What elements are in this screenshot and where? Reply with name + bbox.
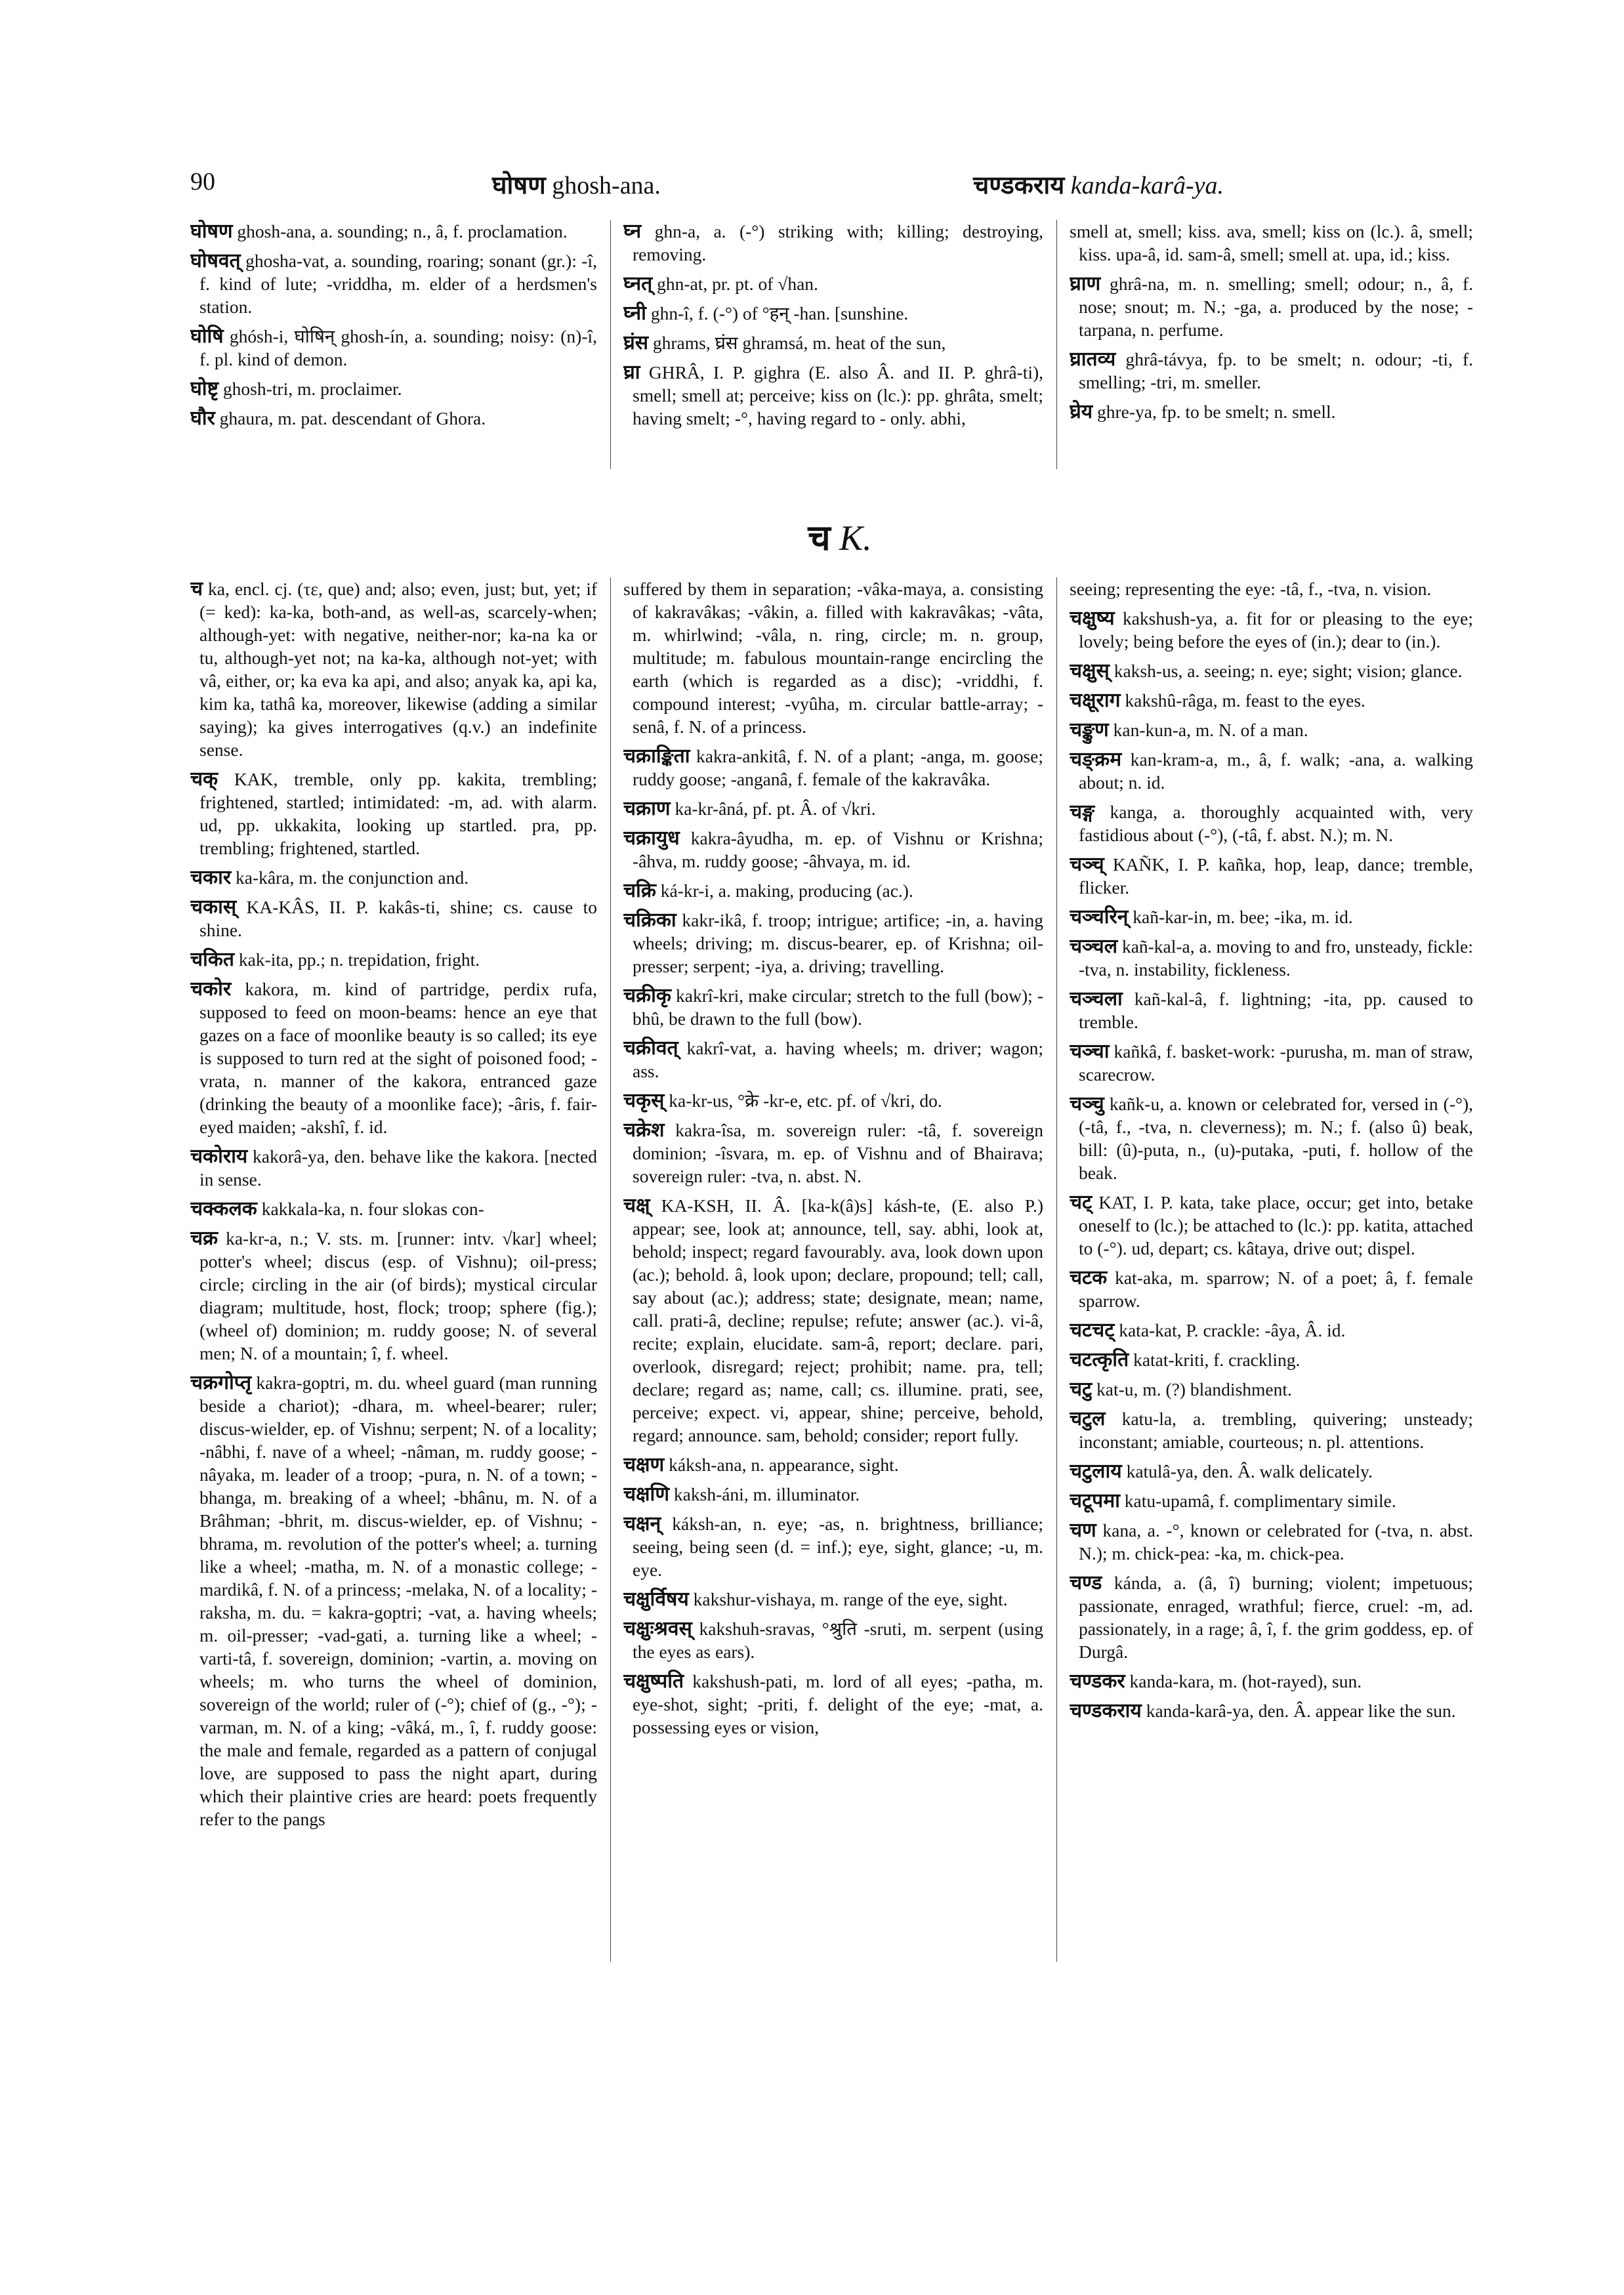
left-running-headword	[492, 167, 661, 201]
entry-headword-devanagari: घोषि	[190, 325, 224, 348]
entry-definition: kata-kat, P. crackle: -âya, Â. id.	[1119, 1320, 1346, 1340]
entry-headword-devanagari: चण्डकर	[1070, 1670, 1125, 1693]
entry-definition: katu-upamâ, f. complimentary simile.	[1124, 1491, 1396, 1511]
entry-definition: kakra-ankitâ, f. N. of a plant; -anga, m. goose; ruddy goose; -anganâ, f. female of the kakravâka.	[633, 746, 1043, 789]
entry-definition: kakr-ikâ, f. troop; intrigue; artifice; -in, a. having wheels; driving; m. discus-bearer, ep. of Krishna; oil-presser; serpent; -iya, a. driving; travelling.	[633, 910, 1043, 976]
dictionary-entry	[623, 1483, 1043, 1506]
entry-headword-devanagari: चकार	[190, 866, 232, 889]
dictionary-entry	[1070, 905, 1473, 928]
dictionary-entry	[1070, 220, 1473, 266]
entry-headword-devanagari: चक्रि	[623, 879, 656, 902]
entry-headword-devanagari: चटु	[1070, 1378, 1093, 1401]
dictionary-entry	[623, 1453, 1043, 1476]
entry-headword-devanagari: चक्रीवत्	[623, 1037, 678, 1060]
entry-definition: kanda-kara, m. (hot-rayed), sun.	[1129, 1671, 1362, 1691]
dictionary-entry	[1070, 853, 1473, 899]
dictionary-entry	[623, 1089, 1043, 1112]
entry-headword-devanagari: चक्षुष्य	[1070, 607, 1115, 630]
entry-headword-devanagari: घ्रेय	[1070, 400, 1093, 423]
entry-headword-devanagari: चक्	[190, 768, 219, 791]
dictionary-entry	[623, 1617, 1043, 1663]
main-column-1	[190, 577, 597, 1962]
dictionary-entry	[1070, 1519, 1473, 1565]
entry-definition: káksh-an, n. eye; -as, n. brightness, brilliance; seeing, being seen (d. = inf.); eye, sight, glance; -u, m. eye.	[633, 1514, 1043, 1580]
entry-definition: kakra-goptri, m. du. wheel guard (man running beside a chariot); -dhara, m. wheel-bearer; ruler; discus-wielder, ep. of Vishnu; serpent; N. of a locality; -nâbhi, f. nave of a wheel; -nâman, m. ruddy goose; -nâyaka, m. leader of a troop; -pura, n. N. of a town; -bhanga, m. breaking of a wheel; -bhânu, m. N. of a Brâhman; -bhrit, m. discus-wielder, ep. of Vishnu; -bhrama, m. revolution of the potter's wheel; a. turning like a wheel; -matha, m. N. of a monastic college; -mardikâ, f. N. of a princess; -melaka, N. of a locality; -raksha, m. du. = kakra-goptri; -vat, a. having wheels; m. oil-presser; -vad-gati, a. turning like a wheel; -varti-tâ, f. sovereign, dominion; -vartin, a. moving on wheels; m. who turns the wheel of dominion, sovereign of the world; ruler of (-°); chief of (g., -°); -varman, m. N. of a king; -vâká, m., î, f. ruddy goose: the male and female, regarded as a pattern of conjugal love, are supposed to pass the night apart, during which their plaintive cries are heard: poets frequently refer to the pangs	[199, 1373, 597, 1829]
entry-headword-devanagari: घ्राण	[1070, 272, 1101, 295]
entry-definition: ghre-ya, fp. to be smelt; n. smell.	[1097, 402, 1336, 422]
entry-definition: ka-kâra, m. the conjunction and.	[236, 867, 469, 888]
entry-headword-devanagari: च	[190, 577, 203, 600]
entry-headword-devanagari: चटूपमा	[1070, 1489, 1120, 1512]
dictionary-entry	[1070, 800, 1473, 846]
entry-headword-devanagari: चक्कलक	[190, 1197, 257, 1220]
entry-headword-devanagari: चक्रगोप्तृ	[190, 1371, 252, 1394]
entry-definition: KAK, tremble, only pp. kakita, trembling; frightened, startled; intimidated: -m, ad. with alarm. ud, pp. ukkakita, looking up startled. pra, pp. trembling; frightened, startled.	[199, 769, 597, 858]
entry-definition: kánda, a. (â, î) burning; violent; impetuous; passionate, enraged, wrathful; fierce, cruel: -m, ad. passionately, in a rage; â, î, f. the grim goddess, ep. of Durgâ.	[1079, 1573, 1473, 1662]
dictionary-entry	[190, 407, 597, 430]
dictionary-entry	[1070, 348, 1473, 394]
entry-definition: kakshush-ya, a. fit for or pleasing to the eye; lovely; being before the eyes of (in.); dear to (in.).	[1079, 608, 1473, 651]
entry-definition: kakrî-kri, make circular; stretch to the full (bow); -bhû, be drawn to the full (bow).	[633, 985, 1043, 1029]
dictionary-entry	[623, 797, 1043, 820]
dictionary-entry	[623, 1588, 1043, 1611]
dictionary-entry	[1070, 935, 1473, 981]
entry-headword-devanagari: चकास्	[190, 896, 237, 919]
entry-definition: ghósh-i, घोषिन् ghosh-ín, a. sounding; noisy: (n)-î, f. pl. kind of demon.	[199, 326, 597, 369]
dictionary-entry	[1070, 1266, 1473, 1312]
dictionary-entry	[623, 220, 1043, 266]
section-letter-roman: K.	[839, 518, 872, 558]
entry-definition: kak-ita, pp.; n. trepidation, fright.	[238, 949, 480, 970]
dictionary-entry	[623, 361, 1043, 430]
right-headword-devanagari: चण्डकराय	[973, 171, 1065, 199]
entry-headword-devanagari: चञ्चु	[1070, 1092, 1104, 1115]
dictionary-entry	[1070, 1092, 1473, 1184]
entry-headword-devanagari: चञ्चला	[1070, 987, 1123, 1010]
dictionary-entry	[1070, 1670, 1473, 1693]
entry-headword-devanagari: चटुल	[1070, 1407, 1106, 1430]
entry-definition: kañ-kal-â, f. lightning; -ita, pp. caused to tremble.	[1079, 989, 1473, 1032]
dictionary-entry	[1070, 1348, 1473, 1371]
entry-definition: kañ-kar-in, m. bee; -ika, m. id.	[1133, 907, 1353, 927]
dictionary-entry	[1070, 1407, 1473, 1453]
top-divider-1	[610, 220, 611, 469]
dictionary-entry	[623, 577, 1043, 738]
entry-definition: kat-u, m. (?) blandishment.	[1096, 1379, 1292, 1399]
dictionary-entry	[623, 879, 1043, 902]
dictionary-entry	[1070, 718, 1473, 741]
entry-headword-devanagari: चञ्चा	[1070, 1040, 1110, 1063]
entry-definition: kakshush-pati, m. lord of all eyes; -patha, m. eye-shot, sight; -priti, f. delight of the eye; -mat, a. possessing eyes or vision,	[633, 1671, 1043, 1737]
entry-definition: KAÑK, I. P. kañka, hop, leap, dance; tremble, flicker.	[1079, 854, 1473, 898]
dictionary-entry	[190, 1371, 597, 1830]
page-number: 90	[190, 168, 215, 196]
section-letter-heading	[774, 512, 906, 558]
entry-definition: smell at, smell; kiss. ava, smell; kiss on (lc.). â, smell; kiss. upa-â, id. sam-â, smell; smell at. upa, id.; kiss.	[1070, 221, 1473, 264]
entry-headword-devanagari: चक्र	[190, 1227, 219, 1250]
dictionary-entry	[190, 1145, 597, 1191]
dictionary-entry	[623, 827, 1043, 873]
entry-headword-devanagari: घ्रंस	[623, 331, 649, 354]
entry-headword-devanagari: चण्डकराय	[1070, 1699, 1142, 1722]
dictionary-entry	[1070, 607, 1473, 653]
entry-headword-devanagari: चकोर	[190, 978, 232, 1001]
dictionary-entry	[1070, 272, 1473, 341]
entry-definition: kakshur-vishaya, m. range of the eye, sight.	[693, 1589, 1008, 1609]
dictionary-entry	[623, 1670, 1043, 1739]
dictionary-entry	[623, 909, 1043, 978]
entry-headword-devanagari: चञ्चल	[1070, 935, 1118, 958]
entry-definition: seeing; representing the eye: -tâ, f., -tva, n. vision.	[1070, 579, 1432, 599]
entry-headword-devanagari: घ्रा	[623, 361, 640, 384]
main-column-3	[1070, 577, 1473, 1962]
entry-headword-devanagari: चञ्च्	[1070, 853, 1104, 876]
entry-definition: kakorâ-ya, den. behave like the kakora. [nected in sense.	[199, 1146, 597, 1189]
entry-headword-devanagari: चटुलाय	[1070, 1460, 1122, 1483]
dictionary-entry	[623, 745, 1043, 791]
entry-definition: kan-kram-a, m., â, f. walk; -ana, a. walking about; n. id.	[1079, 749, 1473, 793]
entry-definition: ghrams, घ्रंस ghramsá, m. heat of the sun,	[652, 333, 946, 353]
entry-headword-devanagari: घ्न	[623, 220, 642, 243]
entry-headword-devanagari: घोषण	[190, 220, 233, 243]
entry-headword-devanagari: चञ्चरिन्	[1070, 905, 1129, 928]
entry-definition: ghosh-ana, a. sounding; n., â, f. proclamation.	[237, 221, 568, 241]
entry-definition: ghosh-tri, m. proclaimer.	[222, 379, 402, 399]
main-divider-1	[610, 577, 611, 1962]
dictionary-entry	[1070, 1699, 1473, 1722]
entry-headword-devanagari: चकित	[190, 948, 234, 971]
main-divider-2	[1056, 577, 1057, 1962]
entry-headword-devanagari: चक्राण	[623, 797, 671, 820]
entry-headword-devanagari: चकोराय	[190, 1145, 248, 1168]
dictionary-entry	[623, 272, 1043, 295]
dictionary-entry	[190, 325, 597, 371]
entry-definition: kañk-u, a. known or celebrated for, versed in (-°), (-tâ, f., -tva, n. cleverness); m. N.; f. (also û) beak, bill: (û)-puta, n., (u)-putaka, -puti, f. hollow of the beak.	[1079, 1094, 1473, 1183]
dictionary-entry	[190, 978, 597, 1138]
entry-definition: kaksh-us, a. seeing; n. eye; sight; vision; glance.	[1114, 661, 1463, 681]
entry-definition: kanga, a. thoroughly acquainted with, very fastidious about (-°), (-tâ, f. abst. N.); m. N.	[1079, 802, 1473, 845]
entry-headword-devanagari: चक्षुष्पति	[623, 1670, 684, 1693]
entry-definition: ká-kr-i, a. making, producing (ac.).	[660, 880, 913, 901]
entry-headword-devanagari: चङ्ग	[1070, 800, 1095, 823]
entry-headword-devanagari: चङ्कुण	[1070, 718, 1109, 741]
entry-definition: kañkâ, f. basket-work: -purusha, m. man of straw, scarecrow.	[1079, 1041, 1473, 1085]
top-column-2	[623, 220, 1043, 472]
dictionary-entry	[190, 768, 597, 859]
entry-headword-devanagari: चक्ष्	[623, 1194, 650, 1217]
entry-headword-devanagari: चक्षुःश्रवस्	[623, 1617, 692, 1640]
dictionary-entry	[623, 1512, 1043, 1581]
entry-headword-devanagari: चक्षण	[623, 1453, 665, 1476]
dictionary-entry	[1070, 689, 1473, 712]
dictionary-entry	[190, 866, 597, 889]
dictionary-entry	[1070, 1319, 1473, 1342]
entry-definition: ghn-î, f. (-°) of °हन् -han. [sunshine.	[650, 303, 909, 323]
dictionary-entry	[190, 896, 597, 941]
entry-headword-devanagari: चक्राङ्किता	[623, 745, 690, 768]
entry-definition: kat-aka, m. sparrow; N. of a poet; â, f. female sparrow.	[1079, 1268, 1473, 1311]
entry-headword-devanagari: चक्षन्	[623, 1512, 661, 1535]
entry-headword-devanagari: घोषवत्	[190, 249, 241, 272]
right-headword-roman: kanda-karâ-ya.	[1070, 172, 1224, 199]
entry-definition: kakshû-râga, m. feast to the eyes.	[1125, 690, 1365, 711]
dictionary-entry	[190, 577, 597, 761]
entry-definition: kakshuh-sravas, °श्रुति -sruti, m. serpent (using the eyes as ears).	[633, 1619, 1043, 1662]
entry-definition: suffered by them in separation; -vâka-maya, a. consisting of kakravâkas; -vâkin, a. filled with kakravâkas; -vâta, m. whirlwind; -vâla, n. ring, circle; m. n. group, multitude; m. fabulous mountain-range encircling the earth (which is regarded as a disc); -vriddhi, f. compound interest; -vyûha, m. circular battle-array; -senâ, f. N. of a princess.	[623, 579, 1043, 737]
entry-definition: katulâ-ya, den. Â. walk delicately.	[1126, 1461, 1373, 1481]
entry-definition: katat-kriti, f. crackling.	[1133, 1350, 1301, 1370]
dictionary-entry	[623, 1119, 1043, 1188]
dictionary-entry	[1070, 1040, 1473, 1086]
entry-definition: GHRÂ, I. P. gighra (E. also Â. and II. P. ghrâ-ti), smell; smell at; perceive; kiss on (lc.): pp. ghrâta, smelt; having smelt; -°, having regard to - only. abhi,	[633, 362, 1043, 428]
dictionary-entry	[1070, 1489, 1473, 1512]
entry-headword-devanagari: चङ्क्रम	[1070, 748, 1122, 771]
entry-headword-devanagari: चक्रेश	[623, 1119, 665, 1142]
section-letter-devanagari: च	[808, 517, 831, 558]
dictionary-entry	[190, 948, 597, 971]
entry-definition: kañ-kal-a, a. moving to and fro, unsteady, fickle: -tva, n. instability, fickleness.	[1079, 936, 1473, 980]
dictionary-entry	[623, 1037, 1043, 1083]
dictionary-entry	[623, 302, 1043, 325]
entry-headword-devanagari: चटक	[1070, 1266, 1108, 1289]
entry-definition: KA-KSH, II. Â. [ka-k(â)s] kásh-te, (E. also P.) appear; see, look at; announce, tell, say. abhi, look at, behold; inspect; regard favourably. ava, look down upon (ac.); behold. â, look upon; declare, propound; tell; call, say about (ac.); address; state; designate, mean; name, call. prati-â, decline; repulse; refute; answer (ac.). vi-â, recite; explain, elucidate. sam-â, report; declare. pari, overlook, disregard; reject; prohibit; name. pra, tell; declare; regard as; name, call; cs. illumine. prati, see, perceive; expect. vi, appear, shine; perceive, behold, regard; announce. sam, behold; consider; report fully.	[633, 1195, 1043, 1445]
entry-definition: kakora, m. kind of partridge, perdix rufa, supposed to feed on moon-beams: hence an eye that gazes on a face of moonlike beauty is so called; its eye is supposed to turn red at the sight of poisoned food; -vrata, n. manner of the kakora, entranced gaze (drinking the beauty of a moonlike face); -âris, f. fair-eyed maiden; -akshî, f. id.	[199, 979, 597, 1137]
entry-definition: kakra-îsa, m. sovereign ruler: -tâ, f. sovereign dominion; -îsvara, m. ep. of Vishnu and of Bhairava; sovereign ruler: -tva, n. abst. N.	[633, 1120, 1043, 1186]
dictionary-entry	[190, 377, 597, 400]
entry-definition: ka, encl. cj. (τε, que) and; also; even, just; but, yet; if (= ked): ka-ka, both-and, as well-as, scarcely-when; although-yet: with negative, neither-nor; ka-na ka or tu, although-yet not; na ka-ka, although not-yet; with vâ, either, or; ka eva ka api, and also; anyak ka, api ka, kim ka, tathâ ka, moreover, likewise (adding a similar saying); ka gives interrogatives (q.v.) an indefinite sense.	[199, 579, 597, 760]
entry-headword-devanagari: चटत्कृति	[1070, 1348, 1129, 1371]
top-column-3	[1070, 220, 1473, 472]
dictionary-entry	[1070, 748, 1473, 794]
entry-headword-devanagari: चक्रीकृ	[623, 984, 671, 1007]
dictionary-entry	[190, 249, 597, 318]
dictionary-entry	[623, 1194, 1043, 1447]
entry-headword-devanagari: चण	[1070, 1519, 1096, 1542]
dictionary-entry	[1070, 1378, 1473, 1401]
dictionary-entry	[190, 1197, 597, 1220]
entry-definition: ghn-a, a. (-°) striking with; killing; destroying, removing.	[633, 221, 1043, 264]
left-headword-devanagari: घोषण	[492, 171, 546, 199]
dictionary-entry	[1070, 400, 1473, 423]
entry-definition: KAT, I. P. kata, take place, occur; get into, betake oneself to (lc.); be attached to (lc.): pp. katita, attached to (-°). ud, depart; cs. kâtaya, drive out; dispel.	[1079, 1192, 1473, 1258]
entry-definition: ghrâ-na, m. n. smelling; smell; odour; n., â, f. nose; snout; m. N.; -ga, a. produced by the nose; -tarpana, n. perfume.	[1079, 274, 1473, 340]
entry-definition: kakkala-ka, n. four slokas con-	[261, 1199, 484, 1219]
entry-headword-devanagari: घ्रातव्य	[1070, 348, 1116, 371]
dictionary-entry	[190, 1227, 597, 1365]
entry-headword-devanagari: घ्नी	[623, 302, 646, 325]
entry-headword-devanagari: चक्षणि	[623, 1483, 670, 1506]
entry-definition: kakrî-vat, a. having wheels; m. driver; wagon; ass.	[633, 1038, 1043, 1081]
entry-headword-devanagari: घोष्टृ	[190, 377, 219, 400]
left-headword-roman: ghosh-ana.	[552, 172, 661, 199]
dictionary-entry	[1070, 1460, 1473, 1483]
entry-headword-devanagari: चकृस्	[623, 1089, 665, 1112]
entry-definition: katu-la, a. trembling, quivering; unsteady; inconstant; amiable, courteous; n. pl. attentions.	[1079, 1409, 1473, 1452]
entry-definition: ka-kr-a, n.; V. sts. m. [runner: intv. √kar] wheel; potter's wheel; discus (esp. of Vishnu); oil-press; circle; circling in the air (of birds); mystical circular diagram; multitude, host, flock; troop; sphere (fig.); (wheel of) dominion; m. ruddy goose; N. of several men; N. of a mountain; î, f. wheel.	[199, 1228, 597, 1363]
right-running-headword	[973, 167, 1224, 201]
entry-headword-devanagari: चक्रिका	[623, 909, 677, 932]
dictionary-entry	[1070, 659, 1473, 682]
entry-definition: kan-kun-a, m. N. of a man.	[1113, 720, 1308, 740]
entry-headword-devanagari: चक्षुर्विषय	[623, 1588, 689, 1611]
entry-headword-devanagari: चट्	[1070, 1191, 1093, 1214]
main-column-2	[623, 577, 1043, 1962]
page-header	[190, 167, 1224, 207]
entry-headword-devanagari: घौर	[190, 407, 215, 430]
entry-definition: kaksh-áni, m. illuminator.	[673, 1484, 860, 1504]
entry-headword-devanagari: चटचट्	[1070, 1319, 1115, 1342]
dictionary-entry	[190, 220, 597, 243]
entry-headword-devanagari: चण्ड	[1070, 1571, 1102, 1594]
dictionary-entry	[1070, 987, 1473, 1033]
dictionary-entry	[623, 331, 1043, 354]
entry-headword-devanagari: चक्रायुध	[623, 827, 680, 850]
entry-definition: ghosha-vat, a. sounding, roaring; sonant (gr.): -î, f. kind of lute; -vriddha, m. elder of a herdsmen's station.	[199, 251, 597, 317]
entry-definition: ghaura, m. pat. descendant of Ghora.	[219, 408, 486, 428]
dictionary-entry	[1070, 1571, 1473, 1663]
entry-definition: ka-kr-âná, pf. pt. Â. of √kri.	[675, 798, 876, 819]
entry-definition: KA-KÂS, II. P. kakâs-ti, shine; cs. cause to shine.	[199, 897, 597, 940]
entry-headword-devanagari: चक्षूराग	[1070, 689, 1121, 712]
entry-definition: kakra-âyudha, m. ep. of Vishnu or Krishna; -âhva, m. ruddy goose; -âhvaya, m. id.	[633, 828, 1043, 871]
entry-definition: ghn-at, pr. pt. of √han.	[657, 274, 818, 294]
entry-headword-devanagari: चक्षुस्	[1070, 659, 1110, 682]
dictionary-entry	[1070, 577, 1473, 600]
entry-definition: kanda-karâ-ya, den. Â. appear like the sun.	[1146, 1701, 1456, 1721]
entry-headword-devanagari: घ्नत्	[623, 272, 653, 295]
entry-definition: ka-kr-us, °क्रे -kr-e, etc. pf. of √kri, do.	[669, 1090, 942, 1111]
entry-definition: kana, a. -°, known or celebrated for (-tva, n. abst. N.); m. chick-pea: -ka, m. chick-pea.	[1079, 1520, 1473, 1563]
entry-definition: ghrâ-távya, fp. to be smelt; n. odour; -ti, f. smelling; -tri, m. smeller.	[1079, 349, 1473, 392]
top-column-1	[190, 220, 597, 472]
top-divider-2	[1056, 220, 1057, 469]
dictionary-entry	[623, 984, 1043, 1030]
entry-definition: káksh-ana, n. appearance, sight.	[669, 1455, 899, 1475]
dictionary-entry	[1070, 1191, 1473, 1260]
